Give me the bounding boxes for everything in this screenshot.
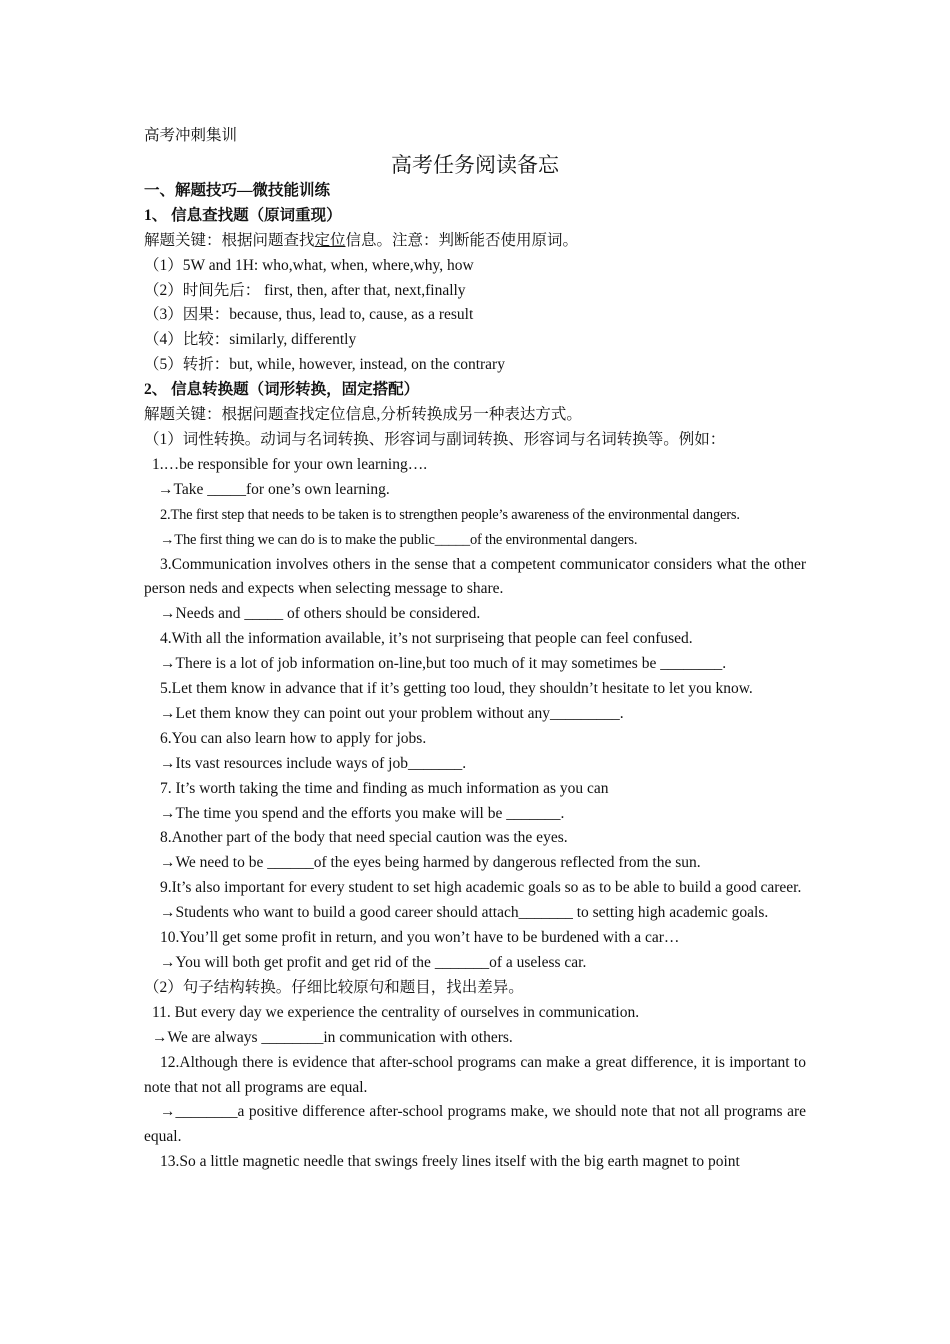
example-sentence: 6.You can also learn how to apply for jobs.: [160, 729, 427, 747]
example-answer: →We are always ________in communication with others.: [152, 1028, 513, 1046]
example-sentence: 5.Let them know in advance that if it’s getting too loud, they shouldn’t hesitate to let you know.: [160, 680, 753, 698]
part1-key-text: 解题关键：根据问题查找: [144, 231, 315, 249]
document-header: 高考冲刺集训: [144, 127, 238, 144]
list-item: （2）时间先后： first, then, after that, next,finally: [144, 281, 466, 299]
document-title: 高考任务阅读备忘: [391, 152, 559, 177]
example-sentence: 7. It’s worth taking the time and finding as much information as you can: [160, 779, 609, 797]
list-item: （3）因果：because, thus, lead to, cause, as a result: [144, 306, 474, 324]
example-sentence: 4.With all the information available, it’s not surpriseing that people can feel confused.: [160, 630, 693, 648]
example-sentence: 3.Communication involves others in the sense that a competent communicator considers what the other person neds and expects when selecting message to share.: [144, 555, 806, 598]
example-sentence: 13.So a little magnetic needle that swings freely lines itself with the big earth magnet to point: [160, 1153, 740, 1171]
part1-key-underlined: 定位: [314, 231, 346, 249]
example-answer: →Students who want to build a good career should attach_______ to setting high academic goals.: [160, 904, 769, 922]
list-item: （1）5W and 1H: who,what, when, where,why, how: [144, 256, 474, 274]
part2-key: 解题关键：根据问题查找定位信息,分析转换成另一种表达方式。: [144, 406, 582, 424]
example-sentence: 9.It’s also important for every student to set high academic goals so as to be able to build a good career.: [160, 879, 802, 897]
example-sentence: 1.…be responsible for your own learning….: [152, 455, 428, 473]
part1-heading: 1、 信息查找题（原词重现）: [144, 206, 342, 224]
example-sentence: 12.Although there is evidence that after-school programs can make a great difference, it is important to note that not all programs are equal.: [144, 1053, 806, 1096]
example-answer: →________a positive difference after-school programs make, we should note that not all programs are equal.: [144, 1103, 806, 1146]
example-sentence: 10.You’ll get some profit in return, and you won’t have to be burdened with a car…: [160, 929, 680, 947]
example-answer: →We need to be ______of the eyes being harmed by dangerous reflected from the sun.: [160, 854, 701, 872]
example-answer: →The time you spend and the efforts you make will be _______.: [160, 804, 565, 822]
example-answer: →You will both get profit and get rid of the _______of a useless car.: [160, 954, 587, 971]
list-item: （4）比较：similarly, differently: [144, 331, 357, 349]
example-sentence: 11. But every day we experience the centrality of ourselves in communication.: [152, 1003, 640, 1021]
example-answer: →Needs and _____ of others should be considered.: [160, 605, 481, 623]
part2-heading: 2、 信息转换题（词形转换，固定搭配）: [144, 381, 420, 399]
example-answer: →There is a lot of job information on-line,but too much of it may sometimes be ________.: [160, 655, 727, 673]
example-sentence: 2.The first step that needs to be taken is to strengthen people’s awareness of the environmental dangers.: [160, 506, 740, 523]
example-answer: →The first thing we can do is to make the public_____of the environmental dangers.: [160, 531, 638, 548]
part2-subheading-2: （2）句子结构转换。仔细比较原句和题目，找出差异。: [144, 978, 524, 996]
part2-subheading-1: （1）词性转换。动词与名词转换、形容词与副词转换、形容词与名词转换等。例如：: [144, 430, 726, 448]
document-body: [144, 124, 806, 1175]
part1-key-text-end: 信息。注意：判断能否使用原词。: [345, 231, 579, 249]
example-answer: →Its vast resources include ways of job_______.: [160, 754, 467, 772]
part1-key: [144, 229, 806, 254]
example-answer: →Let them know they can point out your problem without any_________.: [160, 704, 624, 722]
example-sentence: 8.Another part of the body that need special caution was the eyes.: [160, 829, 568, 847]
list-item: （5）转折：but, while, however, instead, on the contrary: [144, 356, 505, 374]
section-heading: 一、解题技巧—微技能训练: [144, 181, 331, 199]
example-answer: →Take _____for one’s own learning.: [158, 480, 390, 498]
